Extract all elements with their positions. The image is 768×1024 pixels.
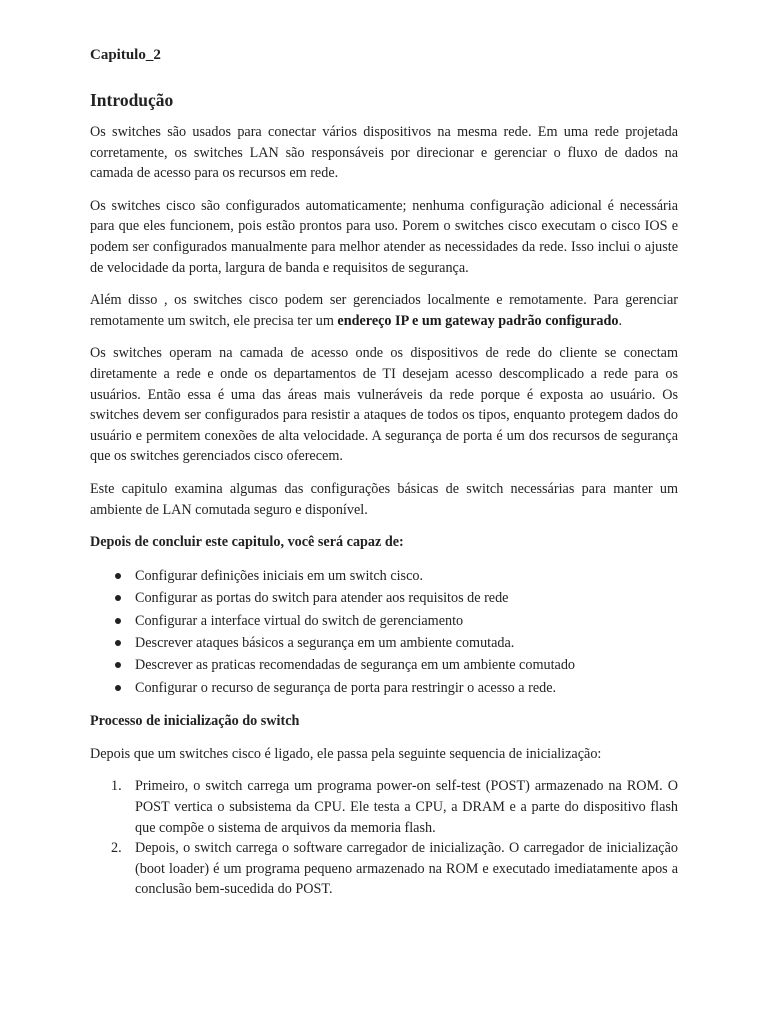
paragraph-4: Os switches operam na camada de acesso onde os dispositivos de rede do cliente se conectam diretamente a rede e onde os departamentos de TI desejam acesso descomplicado a rede para os usuários. Então essa é uma das áreas mais vulneráveis da rede porque é exposta ao usuário. Os switches devem ser configurados para resistir a ataques de todos os tipos, enquanto protegem dados do usuário e permitem conexões de alta velocidade. A segurança de porta é um dos recursos de segurança que os switches gerenciados cisco oferecem. [90,345,678,465]
bullet-icon [115,618,121,624]
paragraph-3-end: . [618,312,623,329]
chapter-label: Capitulo_2 [90,47,161,63]
list-item-text: Descrever ataques básicos a segurança em um ambiente comutada. [135,634,515,651]
list-item [90,838,678,900]
document-page [90,44,678,900]
paragraph-3 [90,290,678,331]
paragraph-1: Os switches são usados para conectar vários dispositivos na mesma rede. Em uma rede projetada corretamente, os switches LAN são responsáveis por direcionar e gerenciar o fluxo de dados na camada de acesso para os recursos em rede. [90,124,678,182]
list-item-text: Configurar a interface virtual do switch de gerenciamento [135,612,464,629]
objectives-title: Depois de concluir este capitulo, você será capaz de: [90,534,404,551]
bullet-icon [115,595,121,601]
paragraph-3-start: Além disso , os switches cisco podem ser gerenciados localmente e remotamente. Para gerenciar remotamente um switch, ele precisa ter um [90,292,678,329]
paragraph-5: Este capitulo examina algumas das configurações básicas de switch necessárias para manter um ambiente de LAN comutada seguro e disponível. [90,480,678,518]
list-item [90,677,678,699]
bullet-icon [115,662,121,668]
list-item [90,587,678,609]
list-item [90,565,678,587]
boot-intro: Depois que um switches cisco é ligado, ele passa pela seguinte sequencia de inicialização: [90,745,602,762]
bullet-icon [115,685,121,691]
objectives-list [90,565,678,699]
boot-steps-list [90,776,678,900]
list-item-text: Configurar o recurso de segurança de porta para restringir o acesso a rede. [135,679,557,696]
step-number: 2. [111,840,122,857]
step-text: Primeiro, o switch carrega um programa power-on self-test (POST) armazenado na ROM. O POST vertica o subsistema da CPU. Ele testa a CPU, a DRAM e a parte do dispositivo flash que compõe o sistema de arquivos da memoria flash. [135,778,678,836]
section-heading: Introdução [90,90,174,110]
list-item [90,776,678,838]
list-item [90,632,678,654]
step-text: Depois, o switch carrega o software carregador de inicialização. O carregador de inicialização (boot loader) é um programa pequeno armazenado na ROM e executado imediatamente apos a conclusão bem-sucedida do POST. [135,840,678,898]
list-item-text: Descrever as praticas recomendadas de segurança em um ambiente comutado [135,657,576,674]
boot-process-title: Processo de inicialização do switch [90,713,300,730]
list-item-text: Configurar as portas do switch para atender aos requisitos de rede [135,590,509,607]
list-item [90,654,678,676]
paragraph-3-bold: endereço IP e um gateway padrão configurado [337,312,619,329]
list-item-text: Configurar definições iniciais em um switch cisco. [135,567,424,584]
bullet-icon [115,573,121,579]
paragraph-2: Os switches cisco são configurados automaticamente; nenhuma configuração adicional é necessária para que eles funcionem, pois estão prontos para uso. Porem o switches cisco executam o cisco IOS e podem ser configurados manualmente para melhor atender as necessidades da rede. Isso inclui o ajuste de velocidade da porta, largura de banda e requisitos de segurança. [90,197,678,276]
bullet-icon [115,640,121,646]
step-number: 1. [111,778,122,795]
list-item [90,610,678,632]
